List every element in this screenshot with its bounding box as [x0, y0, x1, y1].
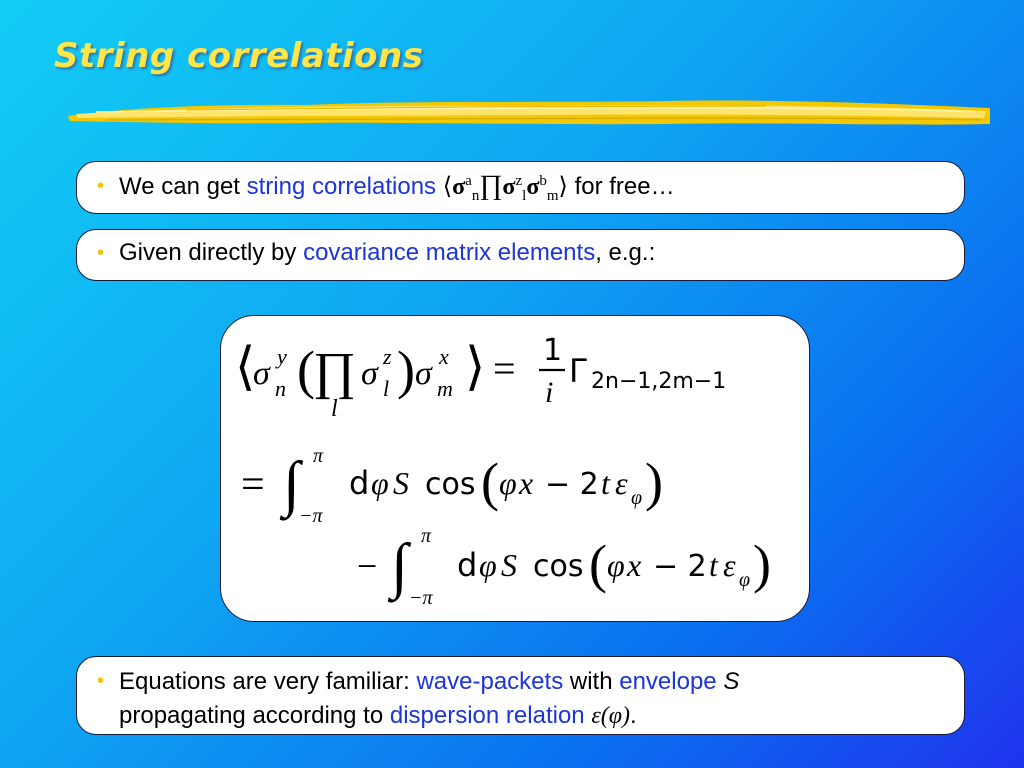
svg-text:t: t	[601, 465, 610, 501]
svg-text:2n−1,2m−1: 2n−1,2m−1	[591, 369, 727, 394]
svg-text:σ: σ	[361, 355, 378, 392]
svg-text:d: d	[349, 464, 370, 502]
svg-text:(: (	[297, 340, 315, 400]
svg-text:x: x	[519, 465, 534, 501]
svg-text:Γ: Γ	[569, 352, 587, 390]
highlight-wave-packets: wave-packets	[416, 668, 564, 695]
svg-text:n: n	[275, 376, 286, 401]
svg-text:φ: φ	[499, 465, 517, 501]
svg-text:− 2: − 2	[653, 549, 707, 584]
svg-text:⟩: ⟩	[465, 339, 486, 396]
equation-box	[220, 315, 810, 622]
bullet-box-wave-packets	[76, 656, 965, 735]
bullet-icon: •	[97, 242, 105, 264]
equation-line-2	[241, 445, 663, 527]
highlight-covariance-matrix: covariance matrix elements	[303, 239, 596, 266]
svg-text:(: (	[589, 534, 607, 594]
svg-text:(: (	[481, 452, 499, 512]
svg-text:): )	[645, 452, 663, 512]
highlight-string-correlations: string correlations	[246, 173, 437, 200]
highlight-dispersion-relation: dispersion relation	[389, 702, 585, 729]
svg-text:−π: −π	[409, 587, 433, 609]
svg-text:cos: cos	[533, 549, 584, 584]
svg-text:∫: ∫	[391, 532, 408, 600]
svg-text:t: t	[709, 547, 718, 583]
svg-text:z: z	[383, 344, 392, 369]
svg-text:S: S	[393, 465, 409, 501]
svg-text:φ: φ	[607, 547, 625, 583]
svg-text:−: −	[357, 546, 378, 586]
svg-text:m: m	[437, 376, 453, 401]
equation-line-1	[235, 333, 726, 422]
svg-text:φ: φ	[631, 487, 643, 509]
svg-text:φ: φ	[739, 569, 751, 591]
dispersion-expression: ε(φ)	[591, 703, 631, 729]
svg-text:): )	[753, 534, 771, 594]
svg-text:y: y	[277, 344, 287, 369]
svg-text:π: π	[421, 525, 432, 547]
bullet-box-string-correlations	[76, 161, 965, 214]
highlight-envelope: envelope	[619, 668, 717, 695]
svg-text:π: π	[313, 445, 324, 467]
equation-line-3	[357, 525, 771, 609]
svg-text:l: l	[383, 376, 390, 401]
bullet-icon: •	[97, 670, 105, 692]
svg-text:=: =	[241, 462, 265, 508]
svg-text:∏: ∏	[313, 343, 356, 400]
slide-title: String correlations	[54, 36, 424, 76]
svg-text:d: d	[457, 546, 478, 584]
bullet-icon: •	[97, 175, 105, 197]
svg-text:1: 1	[543, 333, 563, 368]
title-underline-brushstroke	[66, 94, 992, 134]
svg-text:ε: ε	[723, 547, 736, 583]
svg-text:∫: ∫	[283, 450, 300, 518]
svg-text:x: x	[627, 547, 642, 583]
svg-text:φ: φ	[479, 547, 497, 583]
svg-text:σ: σ	[253, 355, 270, 392]
svg-text:σ: σ	[415, 355, 432, 392]
svg-text:x: x	[439, 344, 449, 369]
bullet-box-covariance	[76, 229, 965, 281]
string-correlation-expression: $⟨\sigma^a_n\prod\sigma^z_l\sigma^b_m⟩$	[442, 170, 568, 204]
bullet-text: Equations are very familiar: wave-packets with envelope S propagating according to dispersion relation ε(φ).	[119, 668, 740, 729]
envelope-symbol: S	[723, 668, 740, 695]
svg-text:i: i	[545, 376, 554, 409]
equation-svg	[221, 316, 811, 623]
svg-text:S: S	[501, 547, 517, 583]
svg-text:): )	[397, 340, 415, 400]
svg-text:=: =	[493, 346, 516, 391]
svg-text:ε: ε	[615, 465, 628, 501]
svg-text:φ: φ	[371, 465, 389, 501]
svg-text:cos: cos	[425, 467, 476, 502]
bullet-text: We can get string correlations $⟨\sigma^a_n\prod\sigma^z_l\sigma^b_m⟩$ for free…	[119, 170, 675, 204]
svg-text:l: l	[331, 396, 338, 422]
bullet-text: Given directly by covariance matrix elements, e.g.:	[119, 239, 656, 266]
svg-text:−π: −π	[299, 505, 323, 527]
svg-text:− 2: − 2	[545, 467, 599, 502]
svg-text:⟨: ⟨	[235, 339, 256, 396]
